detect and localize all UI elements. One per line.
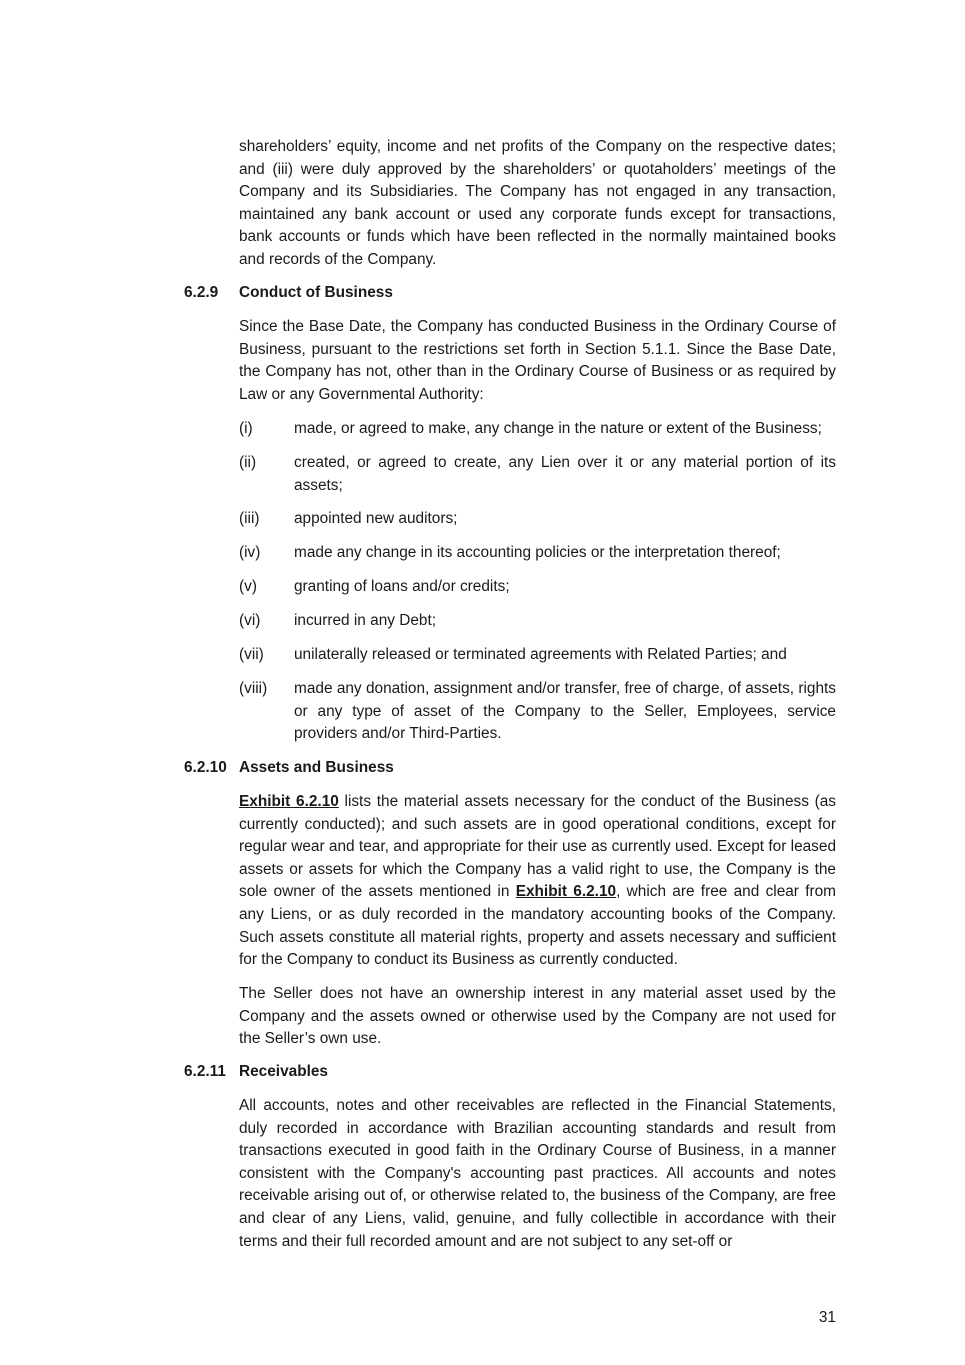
section-6210-paragraph-2: The Seller does not have an ownership interest in any material asset used by the Company and the assets owned or otherwise used by the Company are not used for the Seller’s own use.	[239, 985, 836, 1048]
list-item-label: (v)	[239, 578, 257, 595]
section-number: 6.2.9	[184, 284, 219, 301]
list-item-text: unilaterally released or terminated agreements with Related Parties; and	[294, 646, 787, 663]
list-item-text: made any donation, assignment and/or transfer, free of charge, of assets, rights or any type of asset of the Company to the Seller, Employees, service providers and/or Third-Parties.	[294, 680, 836, 743]
section-title: Conduct of Business	[239, 284, 393, 301]
section-629-intro: Since the Base Date, the Company has conducted Business in the Ordinary Course of Business, pursuant to the restrictions set forth in Section 5.1.1. Since the Base Date, the Company has not, other than in the Ordinary Course of Business or as required by Law or any Governmental Authority:	[239, 318, 836, 403]
section-number: 6.2.10	[184, 759, 227, 776]
list-item	[239, 610, 836, 633]
list-item-label: (viii)	[239, 680, 268, 697]
list-item-text: created, or agreed to create, any Lien over it or any material portion of its assets;	[294, 454, 836, 494]
list-item-text: made, or agreed to make, any change in the nature or extent of the Business;	[294, 420, 822, 437]
section-heading-6210	[184, 757, 394, 780]
section-6210-paragraph-1	[239, 791, 836, 972]
list-item-text: made any change in its accounting policies or the interpretation thereof;	[294, 544, 781, 561]
list-item-label: (vi)	[239, 612, 261, 629]
list-item-text: incurred in any Debt;	[294, 612, 437, 629]
list-item-label: (ii)	[239, 454, 257, 471]
list-item	[239, 452, 836, 497]
section-heading-629	[184, 282, 393, 305]
exhibit-reference: Exhibit 6.2.10	[515, 883, 617, 901]
section-title: Receivables	[239, 1063, 328, 1080]
list-item-text: granting of loans and/or credits;	[294, 578, 510, 595]
section-6211-paragraph-1: All accounts, notes and other receivables are reflected in the Financial Statements, duly recorded in accordance with Brazilian accounting standards and result from transactions executed in good faith in the Ordinary Course of Business, in a manner consistent with the Company's accounting past practices. All accounts and notes receivable arising out of, or otherwise related to, the business of the Company, are free and clear of any Liens, valid, genuine, and fully collectible in accordance with their terms and their full recorded amount and are not subject to any set-off or	[239, 1097, 836, 1250]
paragraph-text: , which are free and clear from any Liens, or as duly recorded in the mandatory accounting books of the Company. Such assets constitute all material rights, property and assets necessary and sufficient for the Company to conduct its Business as currently conducted.	[239, 883, 836, 969]
paragraph-text: lists the material assets necessary for the conduct of the Business (as currently conducted); and such assets are in good operational conditions, except for regular wear and tear, and appropriate for their use as currently used. Except for leased assets or assets for which the Company has a valid right to use, the Company is the sole owner of the assets mentioned in	[239, 793, 836, 901]
section-title: Assets and Business	[239, 759, 394, 776]
list-item	[239, 542, 836, 565]
list-item	[239, 508, 836, 531]
list-item	[239, 678, 836, 746]
list-item-label: (iii)	[239, 510, 260, 527]
section-heading-6211	[184, 1061, 328, 1084]
page-number: 31	[818, 1309, 836, 1326]
top-paragraph: shareholders’ equity, income and net profits of the Company on the respective dates; and (iii) were duly approved by the shareholders’ or quotaholders’ meetings of the Company and its Subsidiaries. The Company has not engaged in any transaction, maintained any bank account or used any corporate funds except for transactions, bank accounts or funds which have been reflected in the normally maintained books and records of the Company.	[239, 138, 836, 268]
list-item-label: (vii)	[239, 646, 264, 663]
list-item-label: (i)	[239, 420, 253, 437]
list-item	[239, 576, 836, 599]
list-item	[239, 644, 836, 667]
section-number: 6.2.11	[184, 1063, 226, 1080]
list-item	[239, 418, 836, 441]
exhibit-reference: Exhibit 6.2.10	[239, 793, 339, 810]
list-item-text: appointed new auditors;	[294, 510, 458, 527]
list-item-label: (iv)	[239, 544, 261, 561]
